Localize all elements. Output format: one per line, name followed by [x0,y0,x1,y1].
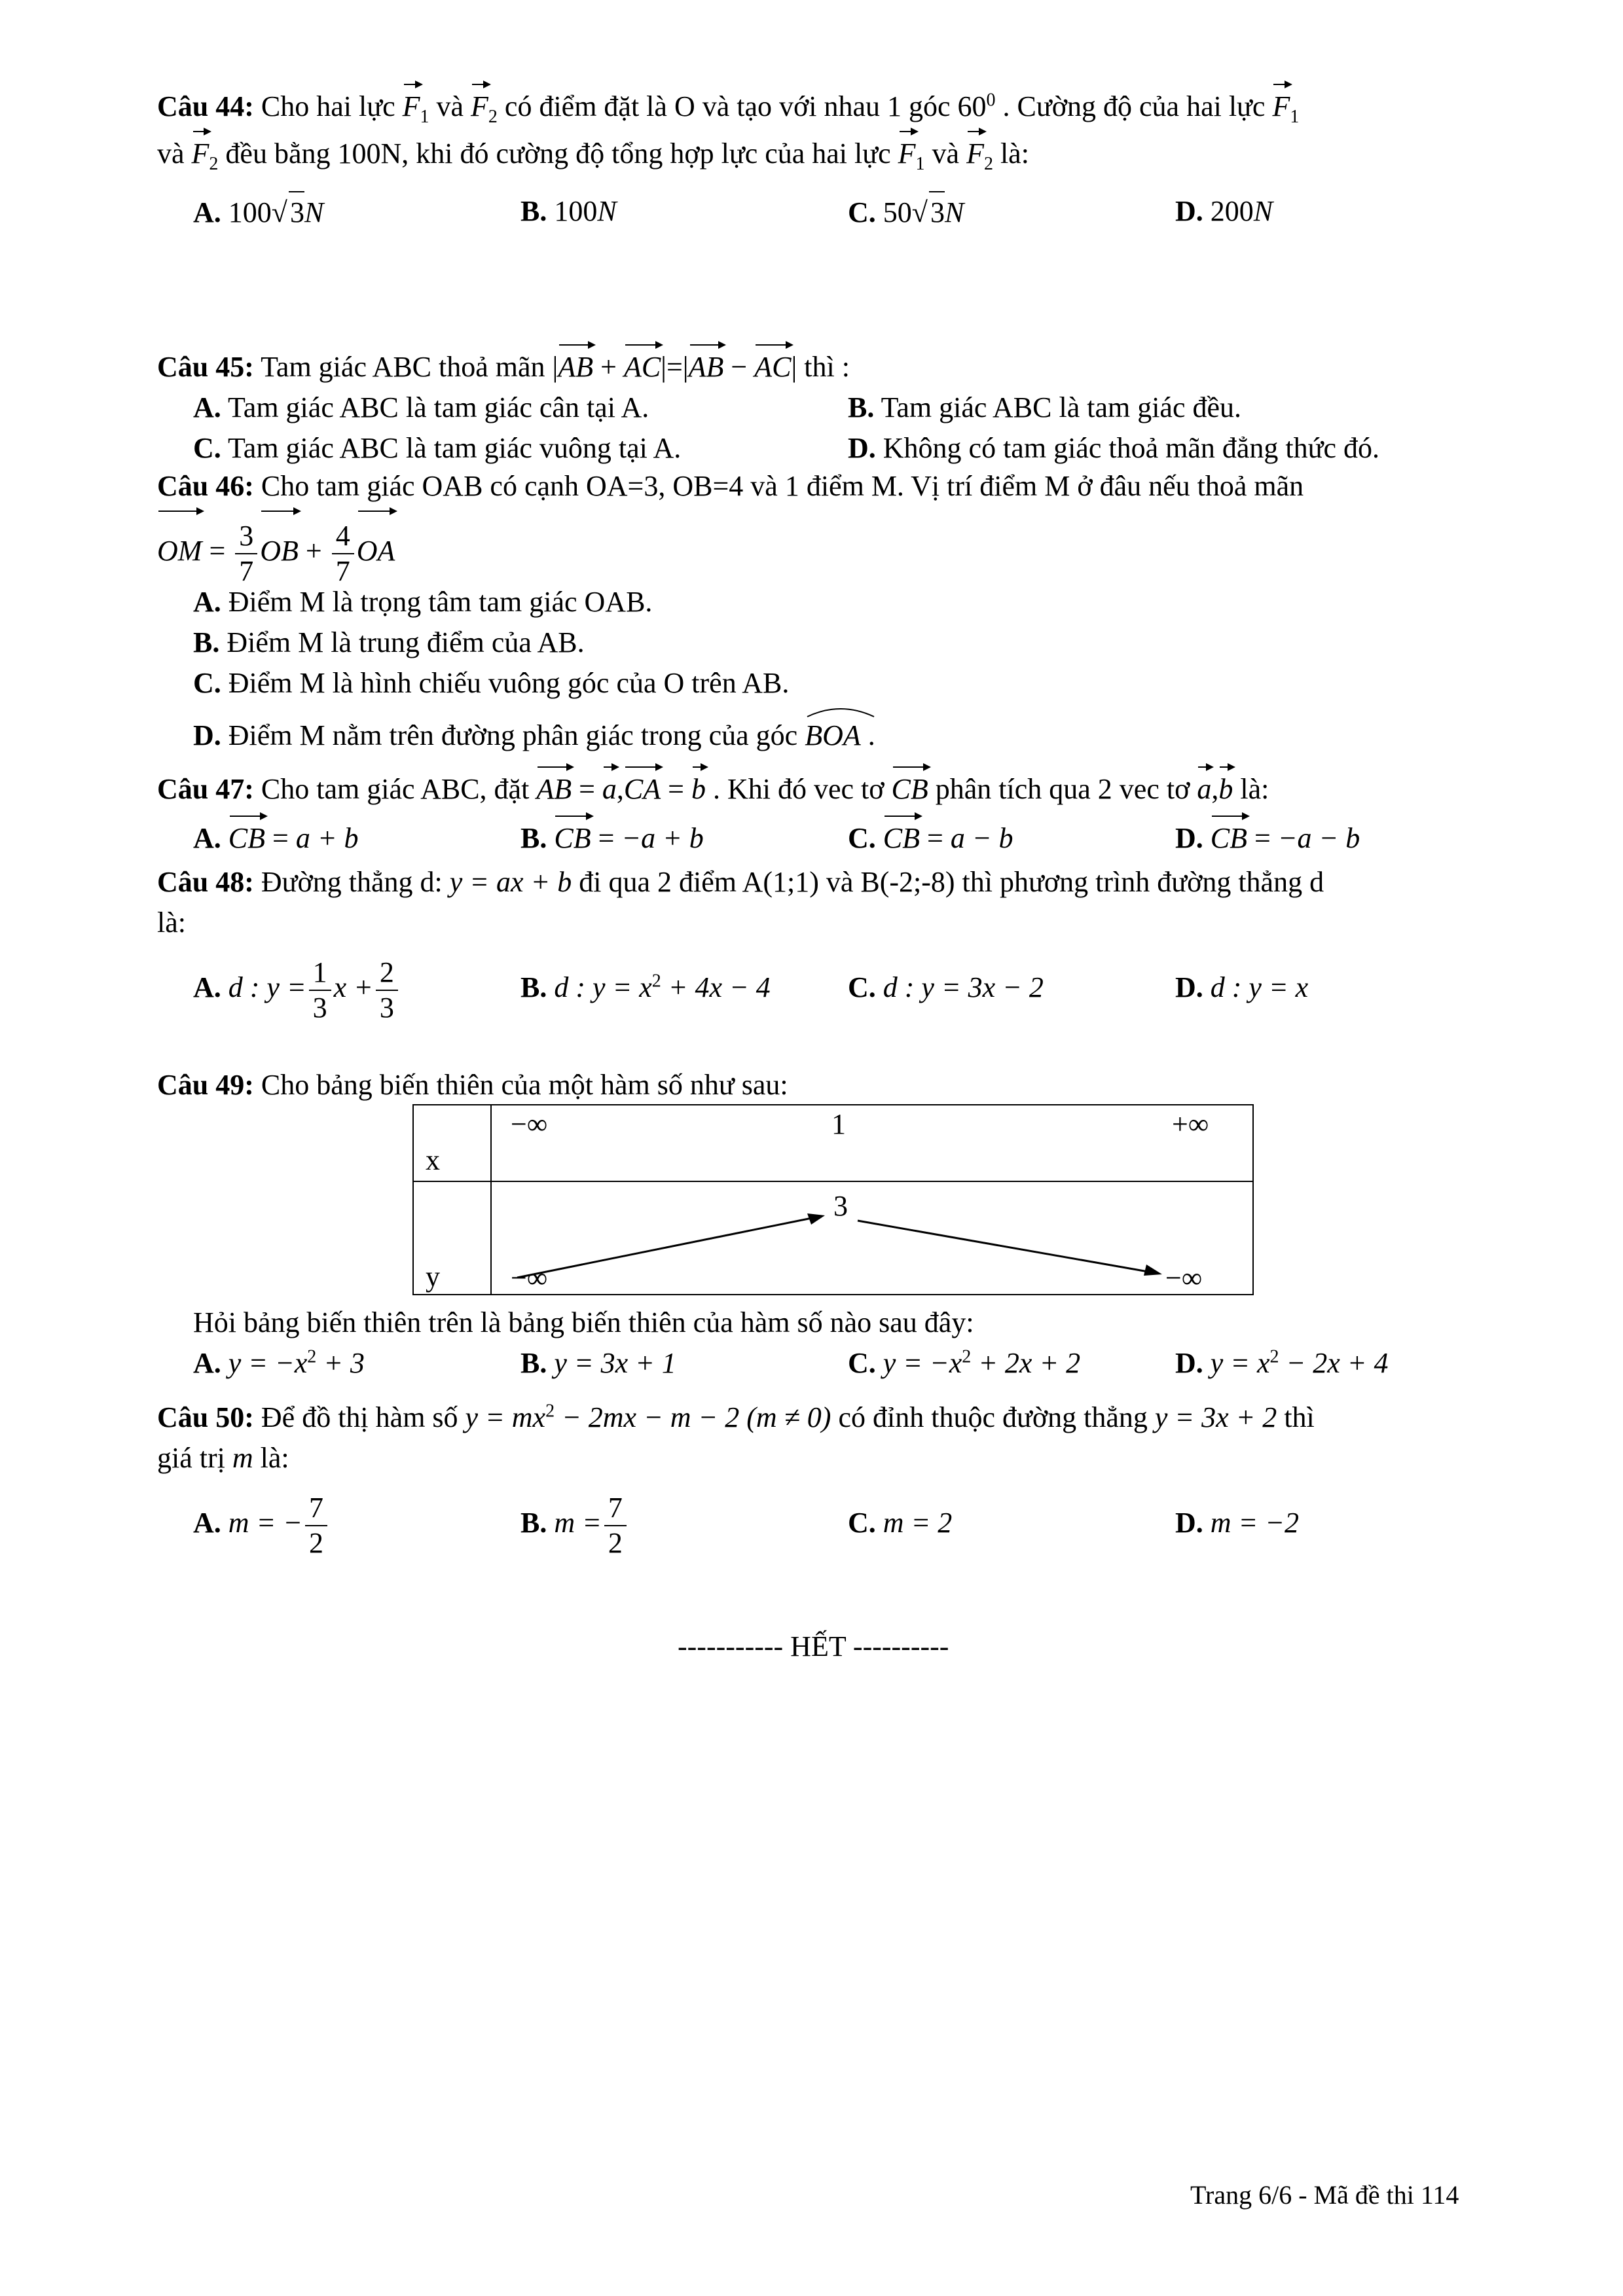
q50-line1: Câu 50: Để đồ thị hàm số $y = mx^2 - 2mx - m - 2$ (m ≠ 0) có đỉnh thuộc đường thẳng y = 3x + 2 thì [157,1401,1315,1433]
q44-option-b[interactable]: B. 100N [520,195,617,227]
page-footer: Trang 6/6 - Mã đề thi 114 [1190,2180,1459,2210]
q48-line1: Câu 48: Đường thẳng d: y = ax + b đi qua 2 điểm A(1;1) và B(-2;-8) thì phương trình đường thẳng d [157,866,1324,898]
q47-option-c[interactable]: C. CB = a − b [848,812,1013,859]
q47-line1: Câu 47: Cho tam giác ABC, đặt AB = a,CA = b . Khi đó vec tơ CB phân tích qua 2 vec tơ a,b là: [157,762,1493,810]
q49-option-b[interactable]: B. y = 3x + 1 [520,1347,676,1379]
question-44 [157,80,1493,228]
q44-line2: và $F_2$ đều bằng 100N, khi đó cường độ tổng hợp lực của hai lực $F_1$ và $F_2$ là: [157,127,1493,174]
q48-option-a[interactable]: A. d : y = $\frac{1}{3}$ x + $\frac{2}{3}$ [193,950,401,1025]
table-y-label: y [426,1261,440,1293]
q44-option-a[interactable]: A. 100√3N [193,191,323,233]
q50-option-c[interactable]: C. m = 2 [848,1507,953,1539]
table-x-right: +∞ [1172,1108,1209,1140]
table-x-left: −∞ [511,1108,548,1140]
q50-option-a[interactable]: A. m = − $\frac{7}{2}$ [193,1485,330,1560]
q44-line1: Câu 44: Cho hai lực $F_1$ và $F_2$ có điểm đặt là O và tạo với nhau 1 góc $60^0$ . Cường độ của hai lực $F_1$ [157,80,1493,127]
q45-option-a[interactable]: A. Tam giác ABC là tam giác cân tại A. [193,391,649,423]
q45-option-b[interactable]: B. Tam giác ABC là tam giác đều. [848,391,1242,423]
q44-option-c[interactable]: C. 50√3N [848,191,964,233]
question-46 [157,466,1493,756]
q47-option-b[interactable]: B. CB = −a + b [520,812,704,859]
q48-option-b[interactable]: B. d : $y = x^2 + 4x - 4$ [520,971,771,1003]
q48-option-c[interactable]: C. d : y = 3x − 2 [848,971,1044,1003]
q46-option-b[interactable]: B. Điểm M là trung điểm của AB. [193,626,585,658]
question-45 [157,340,1493,469]
q47-option-a[interactable]: A. CB = a + b [193,812,359,859]
question-48: Câu 48: Đường thẳng d: y = ax + b đi qua 2 điểm A(1;1) và B(-2;-8) thì phương trình đường thẳng d là: A. d : y = $\frac{1}{3}$ x + $\frac{2}{3}$ B. d : $y = x^2 + 4x - 4$ C. d : y = 3x − 2 D. d : y = x [157,862,1493,1025]
q48-option-d[interactable]: D. d : y = x [1175,971,1309,1003]
q44-options [157,191,1493,232]
question-47 [157,762,1493,854]
q47-options [157,812,1493,852]
question-50 [157,1397,1493,1560]
end-marker: ----------- HẾT ---------- [678,1630,949,1662]
q44-option-d[interactable]: D. 200N [1175,195,1273,227]
q46-line1: Câu 46: Cho tam giác OAB có cạnh OA=3, OB=4 và 1 điểm M. Vị trí điểm M ở đâu nếu thoả mãn [157,470,1304,502]
q46-option-a[interactable]: A. Điểm M là trọng tâm tam giác OAB. [193,586,653,618]
q46-option-c[interactable]: C. Điểm M là hình chiếu vuông góc của O trên AB. [193,667,790,699]
table-y-left: −∞ [511,1262,548,1294]
table-x-label: x [426,1144,440,1176]
q50-line2: giá trị m là: [157,1442,289,1474]
q47-option-d[interactable]: D. CB = −a − b [1175,812,1360,859]
q49-option-c[interactable]: C. $y = -x^2 + 2x + 2$ [848,1346,1081,1379]
table-y-max: 3 [833,1190,848,1222]
q50-option-d[interactable]: D. m = −2 [1175,1507,1299,1539]
q45-option-c[interactable]: C. Tam giác ABC là tam giác vuông tại A. [193,432,682,464]
q46-formula: OM = $\frac{3}{7}$ OB + $\frac{4}{7}$ OA [157,507,1493,582]
q49-option-a[interactable]: A. $y = -x^2 + 3$ [193,1346,365,1379]
q46-option-d[interactable]: D. Điểm M nằm trên đường phân giác trong của góc BOA . [157,709,1493,756]
q45-line1: Câu 45: Tam giác ABC thoả mãn |AB + AC|=|AB − AC| thì : [157,340,1493,387]
q49-option-d[interactable]: D. $y = x^2 - 2x + 4$ [1175,1346,1389,1379]
table-x-mid: 1 [831,1108,846,1140]
variation-table [412,1104,1254,1295]
question-49-prompt: Hỏi bảng biến thiên trên là bảng biến thiên của hàm số nào sau đây: A. $y = -x^2 + 3$ B. y = 3x + 1 C. $y = -x^2 + 2x + 2$ D. $y = x^2 - 2x + 4$ [157,1302,1493,1384]
question-49: Câu 49: Cho bảng biến thiên của một hàm số như sau: [157,1069,788,1101]
q45-option-d[interactable]: D. Không có tam giác thoả mãn đẳng thức đó. [848,432,1379,464]
table-y-right: −∞ [1165,1262,1203,1294]
q50-option-b[interactable]: B. m = $\frac{7}{2}$ [520,1485,629,1560]
